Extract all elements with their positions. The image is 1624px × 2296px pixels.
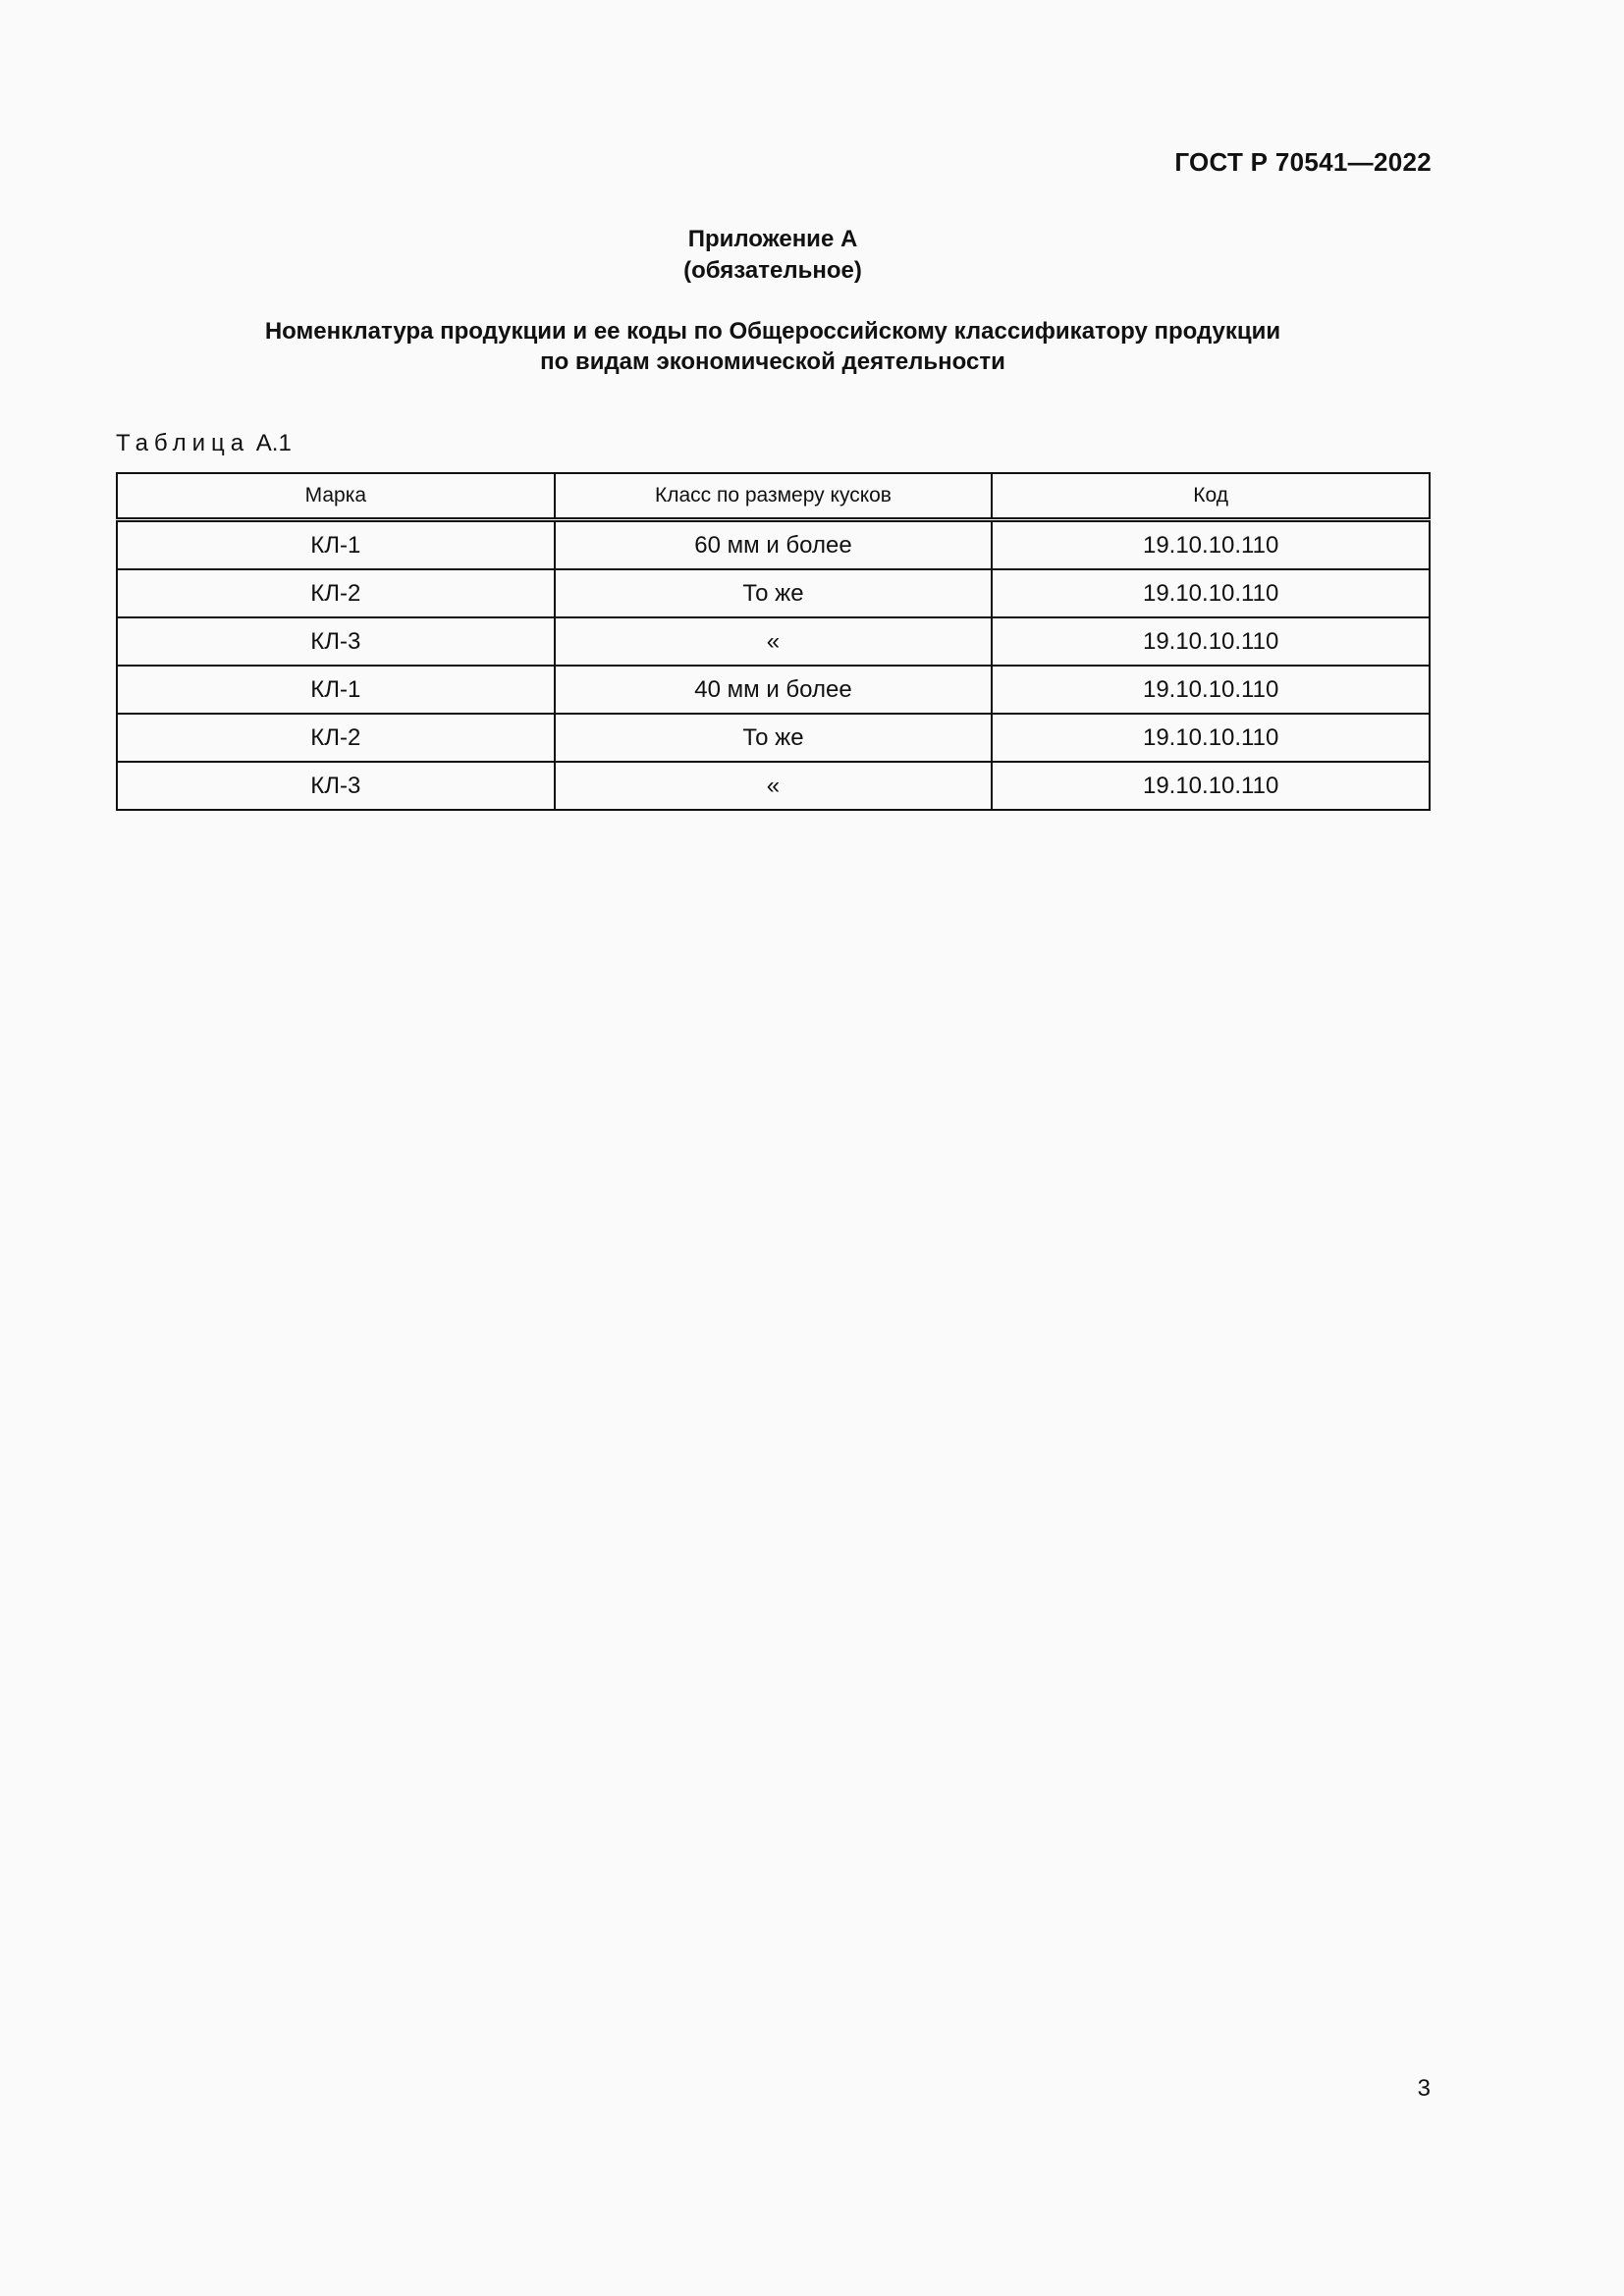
cell-size-class: « <box>555 617 993 666</box>
header-mark: Марка <box>117 473 555 520</box>
table-header-row <box>117 473 1430 520</box>
cell-mark: КЛ-3 <box>117 617 555 666</box>
table-caption <box>116 430 292 457</box>
appendix-status: (обязательное) <box>683 257 862 284</box>
table-row <box>117 569 1430 617</box>
cell-code: 19.10.10.110 <box>992 569 1430 617</box>
cell-mark: КЛ-2 <box>117 569 555 617</box>
cell-size-class: 60 мм и более <box>555 520 993 570</box>
cell-mark: КЛ-2 <box>117 714 555 762</box>
cell-mark: КЛ-1 <box>117 666 555 714</box>
table-caption-word: Таблица <box>116 430 250 456</box>
cell-code: 19.10.10.110 <box>992 520 1430 570</box>
document-code: ГОСТ Р 70541—2022 <box>1174 147 1432 177</box>
header-code: Код <box>992 473 1430 520</box>
cell-mark: КЛ-1 <box>117 520 555 570</box>
nomenclature-table <box>116 472 1431 811</box>
table-row <box>117 762 1430 810</box>
cell-size-class: « <box>555 762 993 810</box>
cell-size-class: То же <box>555 569 993 617</box>
cell-code: 19.10.10.110 <box>992 666 1430 714</box>
cell-code: 19.10.10.110 <box>992 617 1430 666</box>
header-size-class: Класс по размеру кусков <box>555 473 993 520</box>
cell-size-class: То же <box>555 714 993 762</box>
table-row <box>117 714 1430 762</box>
cell-size-class: 40 мм и более <box>555 666 993 714</box>
cell-code: 19.10.10.110 <box>992 714 1430 762</box>
table-row <box>117 666 1430 714</box>
cell-code: 19.10.10.110 <box>992 762 1430 810</box>
cell-mark: КЛ-3 <box>117 762 555 810</box>
table-row <box>117 617 1430 666</box>
appendix-title: Приложение А <box>687 226 858 252</box>
section-heading-line2: по видам экономической деятельности <box>540 348 1005 375</box>
section-heading-line1: Номенклатура продукции и ее коды по Общероссийскому классификатору продукции <box>264 318 1281 345</box>
page-number: 3 <box>1417 2075 1431 2102</box>
table-caption-number: А.1 <box>255 430 292 456</box>
table-row <box>117 520 1430 570</box>
